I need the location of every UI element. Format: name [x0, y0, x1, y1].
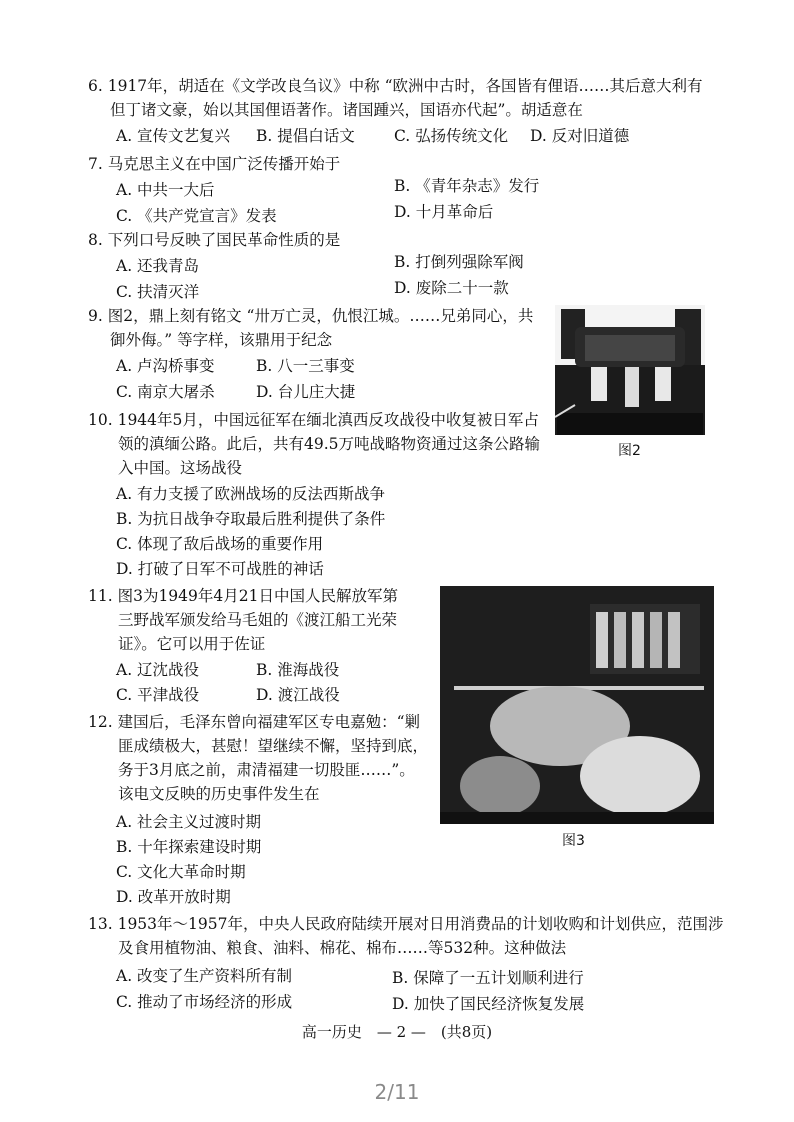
option-b[interactable]: B. 提倡白话文 [256, 127, 355, 145]
option-b[interactable]: B. 八一三事变 [256, 357, 355, 375]
option-a[interactable]: A. 改变了生产资料所有制 [116, 967, 293, 985]
figure-2-ding-photo [555, 305, 705, 435]
question-stem-line: 但丁诸文豪，始以其国俚语著作。诸国踵兴，国语亦代起”。胡适意在 [110, 101, 583, 119]
option-a[interactable]: A. 卢沟桥事变 [116, 357, 215, 375]
option-c[interactable]: C. 体现了敌后战场的重要作用 [116, 535, 324, 553]
page-footer: 高一历史 — 2 — (共8页) [301, 1023, 493, 1041]
ding-vessel-image [555, 305, 705, 435]
option-c[interactable]: C. 推动了市场经济的形成 [116, 993, 293, 1011]
figure-3-label: 图3 [562, 833, 585, 849]
option-a[interactable]: A. 还我青岛 [116, 257, 200, 275]
question-stem-line: 9. 图2，鼎上刻有铭文 “卅万亡灵，仇恨江城。……兄弟同心，共 [88, 307, 534, 325]
certificate-image [440, 586, 714, 824]
question-stem-line: 12. 建国后，毛泽东曾向福建军区专电嘉勉：“剿 [88, 713, 421, 731]
question-13 [88, 912, 723, 960]
question-7 [88, 152, 340, 176]
option-d[interactable]: D. 改革开放时期 [116, 888, 231, 906]
option-d[interactable]: D. 渡江战役 [256, 686, 340, 704]
option-c[interactable]: C. 《共产党宣言》发表 [116, 207, 277, 225]
option-b[interactable]: B. 十年探索建设时期 [116, 838, 262, 856]
option-c[interactable]: C. 扶清灭洋 [116, 283, 200, 301]
question-9 [88, 304, 533, 352]
option-b[interactable]: B. 保障了一五计划顺利进行 [392, 969, 584, 987]
question-stem-line: 7. 马克思主义在中国广泛传播开始于 [88, 155, 341, 173]
option-d[interactable]: D. 打破了日军不可战胜的神话 [116, 560, 324, 578]
question-stem-line: 8. 下列口号反映了国民革命性质的是 [88, 231, 341, 249]
question-stem-line: 该电文反映的历史事件发生在 [118, 785, 320, 803]
option-c[interactable]: C. 弘扬传统文化 [394, 127, 509, 145]
option-b[interactable]: B. 为抗日战争夺取最后胜利提供了条件 [116, 510, 386, 528]
question-stem-line: 匪成绩极大，甚慰！望继续不懈，坚持到底， [118, 737, 429, 755]
figure-3-certificate-photo [440, 586, 714, 824]
question-stem-line: 入中国。这场战役 [118, 459, 243, 477]
option-a[interactable]: A. 辽沈战役 [116, 661, 200, 679]
question-stem-line: 10. 1944年5月，中国远征军在缅北滇西反攻战役中收复被日军占 [88, 411, 539, 429]
question-stem-line: 6. 1917年，胡适在《文学改良刍议》中称 “欧洲中古时，各国皆有俚语……其后意大利有 [88, 77, 703, 95]
option-d[interactable]: D. 加快了国民经济恢复发展 [392, 995, 585, 1013]
option-d[interactable]: D. 十月革命后 [394, 203, 494, 221]
question-stem-line: 领的滇缅公路。此后，共有49.5万吨战略物资通过这条公路输 [118, 435, 541, 453]
option-a[interactable]: A. 社会主义过渡时期 [116, 813, 262, 831]
option-d[interactable]: D. 台儿庄大捷 [256, 383, 356, 401]
option-c[interactable]: C. 文化大革命时期 [116, 863, 246, 881]
option-a[interactable]: A. 有力支援了欧洲战场的反法西斯战争 [116, 485, 386, 503]
question-stem-line: 13. 1953年～1957年，中央人民政府陆续开展对日用消费品的计划收购和计划供应，范围涉 [88, 915, 724, 933]
question-10 [88, 408, 540, 480]
question-stem-line: 御外侮。” 等字样，该鼎用于纪念 [110, 331, 333, 349]
question-12 [88, 710, 428, 806]
option-c[interactable]: C. 南京大屠杀 [116, 383, 215, 401]
question-stem-line: 三野战军颁发给马毛姐的《渡江船工光荣 [118, 611, 398, 629]
option-a[interactable]: A. 宣传文艺复兴 [116, 127, 231, 145]
option-c[interactable]: C. 平津战役 [116, 686, 200, 704]
option-d[interactable]: D. 反对旧道德 [530, 127, 630, 145]
option-b[interactable]: B. 淮海战役 [256, 661, 340, 679]
question-stem-line: 证》。它可以用于佐证 [118, 635, 266, 653]
figure-2-label: 图2 [618, 443, 641, 459]
page-counter: 2/11 [374, 1080, 420, 1104]
question-stem-line: 11. 图3为1949年4月21日中国人民解放军第 [88, 587, 398, 605]
question-stem-line: 务于3月底之前，肃清福建一切股匪……”。 [118, 761, 415, 779]
option-a[interactable]: A. 中共一大后 [116, 181, 215, 199]
question-stem-line: 及食用植物油、粮食、油料、棉花、棉布……等532种。这种做法 [118, 939, 567, 957]
question-8 [88, 228, 340, 252]
question-6 [88, 74, 703, 122]
option-b[interactable]: B. 打倒列强除军阀 [394, 253, 524, 271]
option-b[interactable]: B. 《青年杂志》发行 [394, 177, 540, 195]
option-d[interactable]: D. 废除二十一款 [394, 279, 509, 297]
question-11 [88, 584, 398, 656]
